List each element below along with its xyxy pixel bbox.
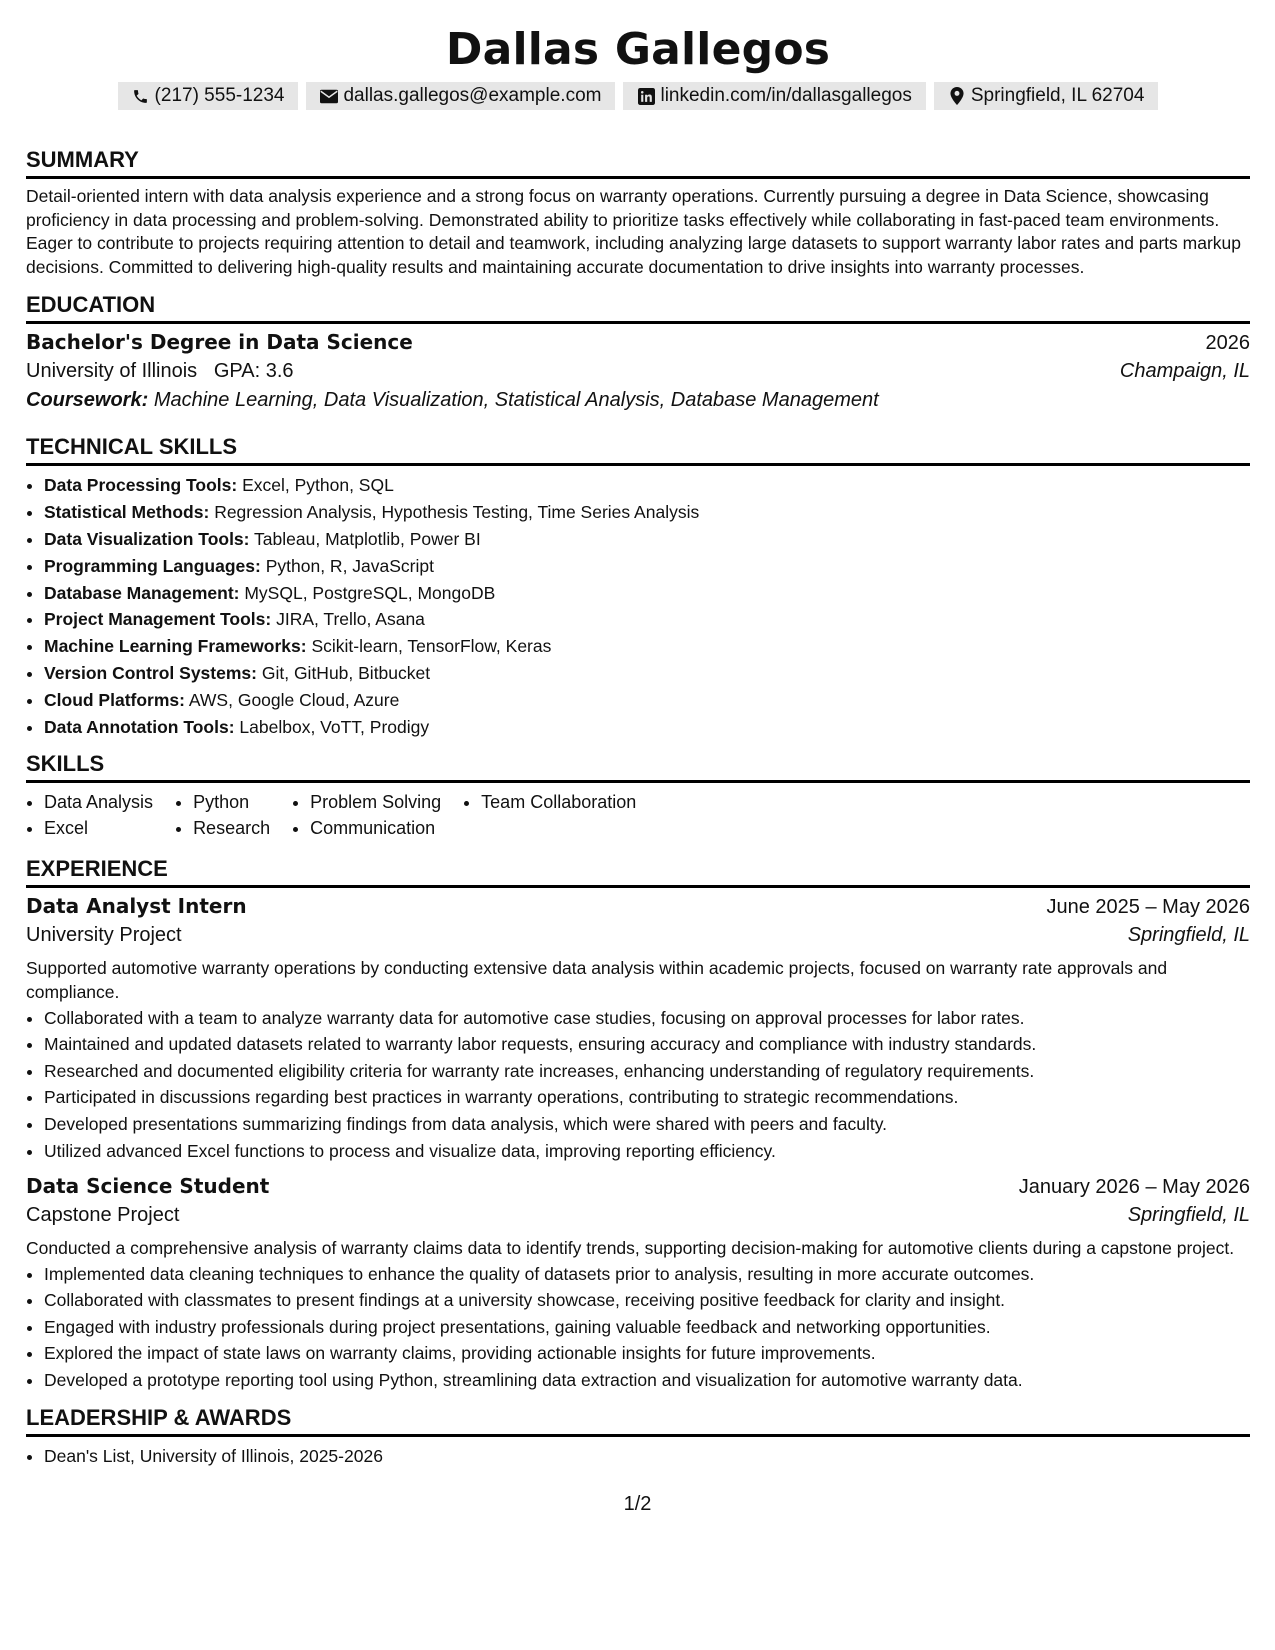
page-number: 1/2 — [623, 1493, 652, 1515]
skill-item: • Python — [193, 789, 270, 815]
technical-skill-item — [44, 687, 1250, 714]
technical-skill-label: Programming Languages: — [44, 555, 261, 576]
job-bullet: • Collaborated with a team to analyze warranty data for automotive case studies, focusing on approval processes for labor rates. — [44, 1005, 1250, 1032]
technical-skill-label: Database Management: — [44, 582, 240, 603]
skills-column — [463, 789, 636, 841]
job-bullet: • Developed presentations summarizing findings from data analysis, which were shared with peers and faculty. — [44, 1111, 1250, 1138]
skill-item: • Data Analysis — [44, 789, 153, 815]
skill-item: • Problem Solving — [310, 789, 441, 815]
technical-skill-label: Version Control Systems: — [44, 662, 257, 683]
job-dates: January 2026 – May 2026 — [1018, 1176, 1250, 1199]
technical-skill-label: Project Management Tools: — [44, 609, 272, 630]
skills-section — [26, 750, 1250, 841]
summary-text: Detail-oriented intern with data analysis experience and a strong focus on warranty operations. Currently pursuing a degree in Data Science, showcasing proficiency in data processing and problem-solving. Demonstrated ability to prioritize tasks effectively while collaborating in fast-paced team environments. Eager to contribute to projects requiring attention to detail and teamwork, including analyzing large datasets to support warranty labor rates and parts markup decisions. Committed to delivering high-quality results and maintaining accurate documentation to drive insights into warranty processes. — [26, 186, 1241, 277]
gpa: GPA: 3.6 — [213, 360, 294, 383]
job-header-row — [26, 894, 1250, 924]
skill-item: • Excel — [44, 815, 153, 841]
job-summary: Conducted a comprehensive analysis of warranty claims data to identify trends, supporting decision-making for automotive clients during a capstone project. — [26, 1238, 1235, 1259]
job-bullet: • Maintained and updated datasets related to warranty labor requests, ensuring accuracy and compliance with industry standards. — [44, 1031, 1250, 1058]
job-bullet: • Explored the impact of state laws on warranty claims, providing actionable insights for future improvements. — [44, 1340, 1250, 1367]
job-header-row — [26, 1174, 1250, 1204]
job-org-row — [26, 924, 1250, 955]
technical-skill-label: Statistical Methods: — [44, 502, 210, 523]
email-icon — [320, 87, 338, 105]
contact-linkedin[interactable] — [623, 82, 925, 110]
job-title: Data Analyst Intern — [26, 894, 247, 919]
job-location: Springfield, IL — [1127, 924, 1250, 947]
technical-skill-item — [44, 472, 1250, 499]
job-bullet: • Participated in discussions regarding best practices in warranty operations, contributing to strategic recommendations. — [44, 1084, 1250, 1111]
technical-skill-item — [44, 580, 1250, 607]
job-dates: June 2025 – May 2026 — [1046, 896, 1250, 919]
school-line — [26, 360, 294, 383]
job-location: Springfield, IL — [1127, 1204, 1250, 1227]
linkedin-icon — [637, 87, 655, 105]
experience-section — [26, 855, 1250, 1393]
graduation-year: 2026 — [1205, 332, 1250, 355]
technical-skill-label: Data Annotation Tools: — [44, 716, 235, 737]
phone-icon — [132, 87, 150, 105]
email-text: dallas.gallegos@example.com — [343, 85, 602, 106]
job-bullet: • Collaborated with classmates to present findings at a university showcase, receiving positive feedback for clarity and insight. — [44, 1287, 1250, 1314]
technical-skill-item — [44, 714, 1250, 741]
skills-column — [175, 789, 270, 841]
leadership-list — [26, 1443, 1250, 1470]
technical-skill-item — [44, 633, 1250, 660]
contact-phone[interactable] — [118, 82, 299, 110]
location-pin-icon — [948, 87, 966, 105]
experience-heading: EXPERIENCE — [26, 855, 1250, 888]
linkedin-text: linkedin.com/in/dallasgallegos — [660, 85, 912, 106]
leadership-heading: LEADERSHIP & AWARDS — [26, 1404, 1250, 1437]
leadership-section — [26, 1404, 1250, 1470]
technical-skill-value: Scikit-learn, TensorFlow, Keras — [311, 636, 552, 657]
education-header-row — [26, 330, 1250, 360]
summary-heading: SUMMARY — [26, 146, 1250, 179]
contact-bar — [26, 82, 1250, 110]
technical-skill-value: Tableau, Matplotlib, Power BI — [254, 528, 481, 549]
contact-email[interactable] — [306, 82, 615, 110]
skills-columns — [26, 789, 1250, 841]
technical-skill-item — [44, 499, 1250, 526]
job-bullet: • Engaged with industry professionals during project presentations, gaining valuable feedback and networking opportunities. — [44, 1314, 1250, 1341]
technical-skills-heading: TECHNICAL SKILLS — [26, 433, 1250, 466]
technical-skill-value: MySQL, PostgreSQL, MongoDB — [244, 582, 496, 603]
technical-skill-value: Git, GitHub, Bitbucket — [261, 662, 431, 683]
technical-skill-item — [44, 606, 1250, 633]
phone-text: (217) 555-1234 — [154, 85, 285, 106]
coursework-label: Coursework: — [26, 389, 149, 412]
job-summary: Supported automotive warranty operations by conducting extensive data analysis within academic projects, focused on warranty rate approvals and compliance. — [26, 958, 1168, 1002]
technical-skill-value: Regression Analysis, Hypothesis Testing, Time Series Analysis — [214, 502, 700, 523]
job-bullet: • Developed a prototype reporting tool using Python, streamlining data extraction and visualization for automotive warranty data. — [44, 1367, 1250, 1394]
technical-skill-value: Python, R, JavaScript — [265, 555, 434, 576]
experience-list — [26, 894, 1250, 1393]
technical-skill-label: Data Visualization Tools: — [44, 528, 250, 549]
technical-skill-value: AWS, Google Cloud, Azure — [188, 689, 400, 710]
job-bullet: • Utilized advanced Excel functions to process and visualize data, improving reporting efficiency. — [44, 1138, 1250, 1165]
job-bullet: • Implemented data cleaning techniques to enhance the quality of datasets prior to analysis, resulting in more accurate outcomes. — [44, 1261, 1250, 1288]
technical-skill-value: JIRA, Trello, Asana — [276, 609, 425, 630]
award-item: • Dean's List, University of Illinois, 2025-2026 — [44, 1443, 1250, 1470]
skill-item: • Communication — [310, 815, 441, 841]
school-name: University of Illinois — [26, 360, 198, 383]
school-location: Champaign, IL — [1119, 360, 1250, 383]
experience-entry — [26, 1174, 1250, 1394]
skills-column — [292, 789, 441, 841]
education-section — [26, 291, 1250, 419]
coursework-line — [26, 389, 1250, 419]
job-title: Data Science Student — [26, 1174, 270, 1199]
job-organization: Capstone Project — [26, 1204, 180, 1227]
contact-location — [934, 82, 1159, 110]
skill-item: • Research — [193, 815, 270, 841]
technical-skills-list — [26, 472, 1250, 740]
coursework-list: Machine Learning, Data Visualization, Statistical Analysis, Database Management — [153, 389, 879, 412]
education-heading: EDUCATION — [26, 291, 1250, 324]
technical-skill-item — [44, 526, 1250, 553]
job-bullets — [26, 1005, 1250, 1165]
technical-skill-label: Machine Learning Frameworks: — [44, 636, 307, 657]
degree-title: Bachelor's Degree in Data Science — [26, 330, 413, 355]
technical-skill-item — [44, 553, 1250, 580]
job-bullet: • Researched and documented eligibility criteria for warranty rate increases, enhancing understanding of regulatory requirements. — [44, 1058, 1250, 1085]
technical-skills-section — [26, 433, 1250, 740]
technical-skill-label: Cloud Platforms: — [44, 689, 185, 710]
resume-page — [26, 0, 1250, 1470]
job-bullets — [26, 1261, 1250, 1394]
skills-column — [26, 789, 153, 841]
skills-heading: SKILLS — [26, 750, 1250, 783]
technical-skill-label: Data Processing Tools: — [44, 475, 238, 496]
candidate-name: Dallas Gallegos — [445, 24, 831, 75]
skill-item: • Team Collaboration — [481, 789, 636, 815]
job-org-row — [26, 1204, 1250, 1235]
summary-section — [26, 146, 1250, 279]
technical-skill-value: Excel, Python, SQL — [242, 475, 394, 496]
technical-skill-value: Labelbox, VoTT, Prodigy — [239, 716, 430, 737]
experience-entry — [26, 894, 1250, 1164]
education-school-row — [26, 360, 1250, 389]
technical-skill-item — [44, 660, 1250, 687]
job-organization: University Project — [26, 924, 182, 947]
location-text: Springfield, IL 62704 — [970, 85, 1145, 106]
